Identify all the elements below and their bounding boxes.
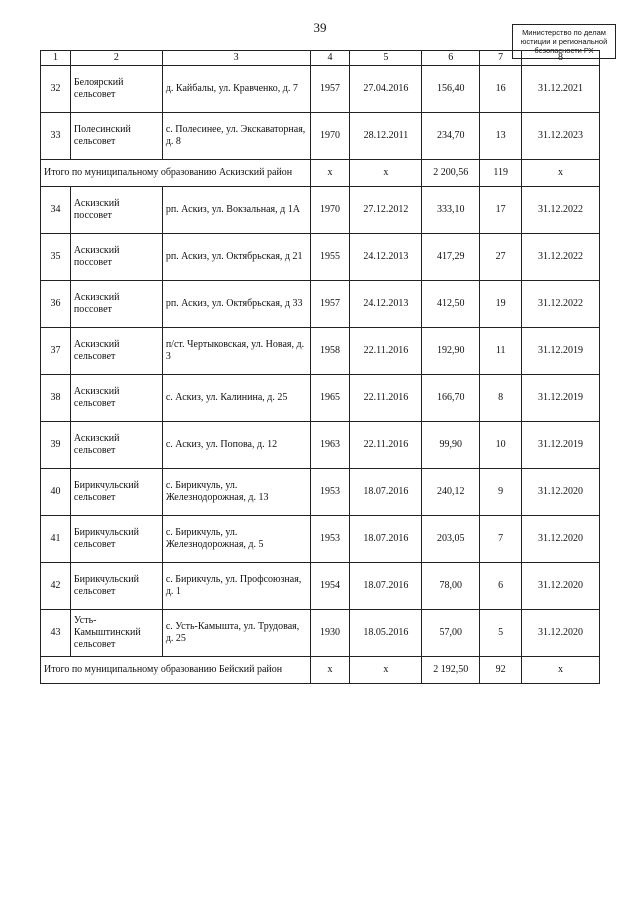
table-cell: 1954: [310, 563, 350, 610]
table-cell: 1970: [310, 187, 350, 234]
table-cell: Аскизский сельсовет: [70, 328, 162, 375]
table-cell: 412,50: [422, 281, 480, 328]
table-cell: Аскизский поссовет: [70, 187, 162, 234]
table-cell: 1957: [310, 66, 350, 113]
summary-cell: х: [310, 657, 350, 684]
table-cell: 18.05.2016: [350, 610, 422, 657]
table-cell: 1963: [310, 422, 350, 469]
table-cell: 1957: [310, 281, 350, 328]
table-cell: 11: [480, 328, 522, 375]
table-cell: 240,12: [422, 469, 480, 516]
table-cell: 10: [480, 422, 522, 469]
summary-cell: х: [350, 657, 422, 684]
column-number: 1: [41, 51, 71, 66]
table-row: [41, 281, 600, 328]
table-cell: 38: [41, 375, 71, 422]
table-cell: 33: [41, 113, 71, 160]
column-number: 8: [522, 51, 600, 66]
table-cell: рп. Аскиз, ул. Октябрьская, д 21: [162, 234, 310, 281]
table-cell: 40: [41, 469, 71, 516]
column-number: 3: [162, 51, 310, 66]
table-row: [41, 66, 600, 113]
table-cell: 24.12.2013: [350, 281, 422, 328]
table-cell: 39: [41, 422, 71, 469]
header-row: [41, 51, 600, 66]
table-cell: 5: [480, 610, 522, 657]
table-cell: рп. Аскиз, ул. Октябрьская, д 33: [162, 281, 310, 328]
table-cell: 36: [41, 281, 71, 328]
table-cell: 417,29: [422, 234, 480, 281]
housing-table: [40, 50, 600, 684]
summary-row: [41, 657, 600, 684]
page-number: 39: [313, 20, 327, 35]
table-cell: 192,90: [422, 328, 480, 375]
table-cell: 31.12.2019: [522, 375, 600, 422]
table-cell: 19: [480, 281, 522, 328]
table-cell: 42: [41, 563, 71, 610]
table-cell: 13: [480, 113, 522, 160]
table-cell: с. Бирикчуль, ул. Железнодорожная, д. 5: [162, 516, 310, 563]
table-cell: с. Аскиз, ул. Калинина, д. 25: [162, 375, 310, 422]
table-cell: 31.12.2022: [522, 187, 600, 234]
table-cell: 32: [41, 66, 71, 113]
table-row: [41, 610, 600, 657]
table-cell: 28.12.2011: [350, 113, 422, 160]
table-cell: 31.12.2020: [522, 516, 600, 563]
table-cell: 1970: [310, 113, 350, 160]
table-cell: Бирикчульский сельсовет: [70, 563, 162, 610]
summary-cell: х: [522, 657, 600, 684]
summary-cell: 2 192,50: [422, 657, 480, 684]
table-cell: д. Кайбалы, ул. Кравченко, д. 7: [162, 66, 310, 113]
table-cell: 31.12.2020: [522, 563, 600, 610]
table-cell: Бирикчульский сельсовет: [70, 469, 162, 516]
table-cell: 156,40: [422, 66, 480, 113]
table-cell: 1953: [310, 469, 350, 516]
table-cell: 1955: [310, 234, 350, 281]
table-row: [41, 328, 600, 375]
table-cell: 333,10: [422, 187, 480, 234]
column-number: 2: [70, 51, 162, 66]
column-number: 7: [480, 51, 522, 66]
summary-label: Итого по муниципальному образованию Аскизский район: [41, 160, 311, 187]
table-cell: 31.12.2021: [522, 66, 600, 113]
table-cell: 18.07.2016: [350, 563, 422, 610]
table-cell: Белоярский сельсовет: [70, 66, 162, 113]
table-row: [41, 234, 600, 281]
column-number: 6: [422, 51, 480, 66]
summary-label: Итого по муниципальному образованию Бейский район: [41, 657, 311, 684]
table-cell: 17: [480, 187, 522, 234]
table-cell: Бирикчульский сельсовет: [70, 516, 162, 563]
table-cell: Аскизский поссовет: [70, 234, 162, 281]
table-cell: Полесинский сельсовет: [70, 113, 162, 160]
table-cell: 34: [41, 187, 71, 234]
column-number: 5: [350, 51, 422, 66]
summary-cell: х: [350, 160, 422, 187]
table-cell: 31.12.2022: [522, 281, 600, 328]
summary-cell: 2 200,56: [422, 160, 480, 187]
table-row: [41, 469, 600, 516]
table-cell: 43: [41, 610, 71, 657]
table-cell: 31.12.2022: [522, 234, 600, 281]
table-cell: 57,00: [422, 610, 480, 657]
table-cell: 99,90: [422, 422, 480, 469]
table-cell: 1930: [310, 610, 350, 657]
table-cell: 31.12.2020: [522, 469, 600, 516]
table-row: [41, 375, 600, 422]
summary-cell: х: [522, 160, 600, 187]
table-cell: с. Бирикчуль, ул. Профсоюзная, д. 1: [162, 563, 310, 610]
table-cell: 9: [480, 469, 522, 516]
table-cell: Аскизский поссовет: [70, 281, 162, 328]
summary-cell: 119: [480, 160, 522, 187]
table-cell: 31.12.2019: [522, 328, 600, 375]
table-cell: 22.11.2016: [350, 422, 422, 469]
table-cell: 27: [480, 234, 522, 281]
table-cell: 37: [41, 328, 71, 375]
table-cell: 1965: [310, 375, 350, 422]
registration-stamp: Министерство по делам юстиции и региональной безопасности РХ: [512, 24, 616, 59]
table-cell: с. Аскиз, ул. Попова, д. 12: [162, 422, 310, 469]
table-cell: 31.12.2020: [522, 610, 600, 657]
table-cell: 234,70: [422, 113, 480, 160]
table-cell: 1958: [310, 328, 350, 375]
table-cell: с. Бирикчуль, ул. Железнодорожная, д. 13: [162, 469, 310, 516]
table-cell: 1953: [310, 516, 350, 563]
table-cell: 31.12.2023: [522, 113, 600, 160]
table-cell: 16: [480, 66, 522, 113]
table-cell: с. Усть-Камышта, ул. Трудовая, д. 25: [162, 610, 310, 657]
table-cell: 166,70: [422, 375, 480, 422]
table-cell: 203,05: [422, 516, 480, 563]
table-row: [41, 516, 600, 563]
table-row: [41, 187, 600, 234]
table-cell: Усть-Камыштинский сельсовет: [70, 610, 162, 657]
table-cell: 78,00: [422, 563, 480, 610]
table-cell: 18.07.2016: [350, 516, 422, 563]
table-cell: 27.12.2012: [350, 187, 422, 234]
table-cell: п/ст. Чертыковская, ул. Новая, д. 3: [162, 328, 310, 375]
table-cell: с. Полесинее, ул. Экскаваторная, д. 8: [162, 113, 310, 160]
table-cell: 7: [480, 516, 522, 563]
table-row: [41, 422, 600, 469]
table-cell: 8: [480, 375, 522, 422]
table-cell: 18.07.2016: [350, 469, 422, 516]
table-cell: 31.12.2019: [522, 422, 600, 469]
table-cell: 41: [41, 516, 71, 563]
summary-row: [41, 160, 600, 187]
table-row: [41, 563, 600, 610]
table-cell: Аскизский сельсовет: [70, 422, 162, 469]
table-cell: рп. Аскиз, ул. Вокзальная, д 1А: [162, 187, 310, 234]
table-row: [41, 113, 600, 160]
table-cell: 27.04.2016: [350, 66, 422, 113]
summary-cell: х: [310, 160, 350, 187]
summary-cell: 92: [480, 657, 522, 684]
table-cell: 22.11.2016: [350, 328, 422, 375]
table-cell: 35: [41, 234, 71, 281]
table-cell: Аскизский сельсовет: [70, 375, 162, 422]
table-cell: 6: [480, 563, 522, 610]
table-cell: 24.12.2013: [350, 234, 422, 281]
table-cell: 22.11.2016: [350, 375, 422, 422]
column-number: 4: [310, 51, 350, 66]
